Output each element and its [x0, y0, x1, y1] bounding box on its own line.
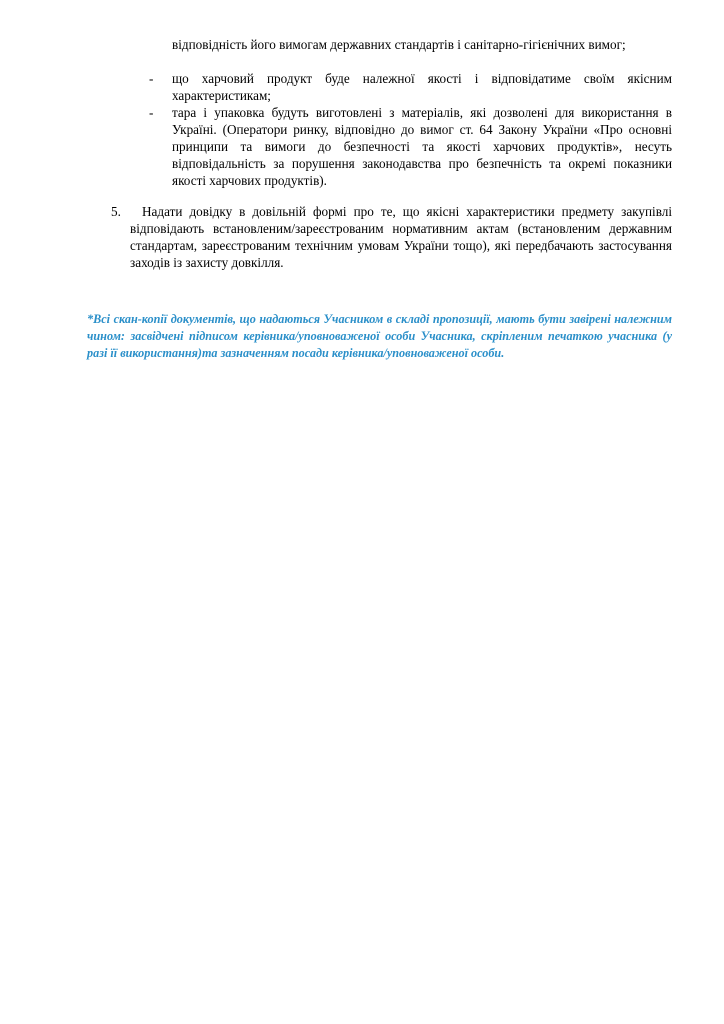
dash-list [0, 70, 724, 189]
dash-item-text: тара і упаковка будуть виготовлені з матеріалів, які дозволені для використання в Україні. (Оператори ринку, відповідно до вимог ст. 64 Закону України «Про основні принципи та вимоги до безпечності та якості харчових продуктів», несуть відповідальність за порушення законодавства про безпечність та окремі показники якості харчових продуктів). [172, 105, 672, 188]
dash-item-text: що харчовий продукт буде належної якості і відповідатиме своїм якісним характеристикам; [172, 71, 672, 103]
numbered-item-text: Надати довідку в довільній формі про те, що якісні характеристики предмету закупівлі відповідають встановленим/зареєстрованим нормативним актам (встановленим державним стандартам, зареєстрованим технічним умовам України тощо), які передбачають застосування заходів із захисту довкілля. [130, 204, 672, 270]
dash-marker: - [149, 71, 154, 86]
numbered-item [0, 203, 724, 271]
item-number: 5. [111, 204, 121, 219]
dash-list-item [0, 104, 724, 189]
dash-marker: - [149, 105, 154, 120]
footnote-note: *Всі скан-копії документів, що надаються Учасником в складі пропозиції, мають бути завірені належним чином: засвідчені підписом керівника/уповноваженої особи Учасника, скріпленим печаткою учасника (у разі її використання)та зазначенням посади керівника/уповноваженої особи. [87, 312, 672, 360]
dash-list-item [0, 70, 724, 104]
continuation-paragraph: відповідність його вимогам державних стандартів і санітарно-гігієнічних вимог; [172, 37, 626, 52]
